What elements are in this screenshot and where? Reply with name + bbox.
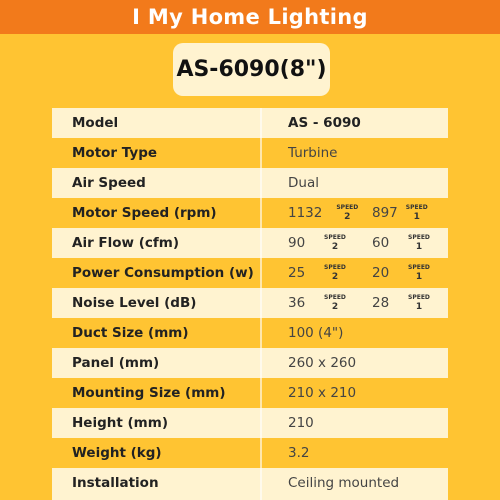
- speed-word: SPEED: [336, 203, 359, 211]
- speed-word: SPEED: [408, 233, 430, 241]
- spec-value: AS - 6090: [288, 115, 361, 131]
- brand-title: I My Home Lighting: [132, 5, 368, 29]
- spec-row-weight: [52, 438, 448, 468]
- spec-row-duct-size: [52, 318, 448, 348]
- spec-value: [260, 258, 448, 288]
- speed-num: 1: [415, 271, 423, 282]
- spec-row-installation: [52, 468, 448, 498]
- column-divider: [260, 108, 262, 500]
- model-title-box: [173, 43, 330, 96]
- speed-1-value: 897: [372, 205, 398, 221]
- spec-row-height: [52, 408, 448, 438]
- spec-row-motor-speed: [52, 198, 448, 228]
- spec-label: Weight (kg): [72, 445, 162, 461]
- speed-1-pair: [372, 205, 428, 222]
- speed-1-pair: [372, 265, 430, 282]
- speed-num: 1: [415, 301, 423, 312]
- speed-2-tag: [324, 295, 346, 312]
- speed-2-tag: [336, 205, 358, 222]
- speed-1-value: 60: [372, 235, 390, 251]
- speed-word: SPEED: [408, 293, 430, 301]
- speed-1-tag: [406, 205, 428, 222]
- speed-2-tag: [324, 265, 346, 282]
- spec-label: Duct Size (mm): [72, 325, 189, 341]
- speed-2-tag: [324, 235, 346, 252]
- spec-value: 3.2: [288, 445, 310, 461]
- speed-2-value: 25: [288, 265, 306, 281]
- speed-num: 1: [415, 241, 423, 252]
- speed-1-tag: [408, 295, 430, 312]
- model-title: AS-6090(8"): [176, 57, 327, 82]
- spec-value: [260, 228, 448, 258]
- speed-2-value: 90: [288, 235, 306, 251]
- spec-row-model: [52, 108, 448, 138]
- speed-2-pair: [288, 295, 372, 312]
- spec-value: 210: [288, 415, 314, 431]
- spec-label: Panel (mm): [72, 355, 160, 371]
- spec-label: Height (mm): [72, 415, 168, 431]
- spec-label: Air Speed: [72, 175, 146, 191]
- speed-1-value: 20: [372, 265, 390, 281]
- speed-2-value: 36: [288, 295, 306, 311]
- speed-word: SPEED: [405, 203, 428, 211]
- speed-word: SPEED: [408, 263, 430, 271]
- spec-value: 260 x 260: [288, 355, 357, 371]
- spec-label: Installation: [72, 475, 159, 491]
- speed-num: 1: [413, 211, 420, 222]
- spec-row-air-flow: [52, 228, 448, 258]
- speed-2-pair: [288, 235, 372, 252]
- speed-1-pair: [372, 235, 430, 252]
- spec-value: 210 x 210: [288, 385, 357, 401]
- speed-2-value: 1132: [288, 205, 323, 221]
- spec-label: Mounting Size (mm): [72, 385, 226, 401]
- spec-value: Ceiling mounted: [288, 475, 400, 491]
- speed-num: 2: [331, 241, 339, 252]
- spec-label: Air Flow (cfm): [72, 235, 180, 251]
- speed-num: 2: [331, 301, 339, 312]
- speed-1-tag: [408, 235, 430, 252]
- spec-row-power-consumption: [52, 258, 448, 288]
- spec-value: 100 (4"): [288, 325, 344, 341]
- spec-row-panel: [52, 348, 448, 378]
- speed-1-tag: [408, 265, 430, 282]
- speed-word: SPEED: [324, 233, 346, 241]
- speed-word: SPEED: [324, 293, 346, 301]
- spec-value: Dual: [288, 175, 319, 191]
- speed-num: 2: [344, 211, 351, 222]
- spec-row-motor-type: [52, 138, 448, 168]
- spec-row-noise-level: [52, 288, 448, 318]
- speed-1-pair: [372, 295, 430, 312]
- spec-label: Power Consumption (w): [72, 265, 254, 281]
- speed-1-value: 28: [372, 295, 390, 311]
- spec-value: [260, 288, 448, 318]
- speed-2-pair: [288, 265, 372, 282]
- spec-table: [52, 108, 448, 500]
- header-banner: [0, 0, 500, 34]
- spec-label: Motor Speed (rpm): [72, 205, 217, 221]
- spec-row-air-speed: [52, 168, 448, 198]
- spec-label: Motor Type: [72, 145, 158, 161]
- speed-2-pair: [288, 205, 372, 222]
- spec-value: Turbine: [288, 145, 338, 161]
- spec-label: Model: [72, 115, 119, 131]
- speed-word: SPEED: [324, 263, 346, 271]
- spec-row-mounting-size: [52, 378, 448, 408]
- spec-value: [260, 198, 448, 228]
- spec-label: Noise Level (dB): [72, 295, 197, 311]
- speed-num: 2: [331, 271, 339, 282]
